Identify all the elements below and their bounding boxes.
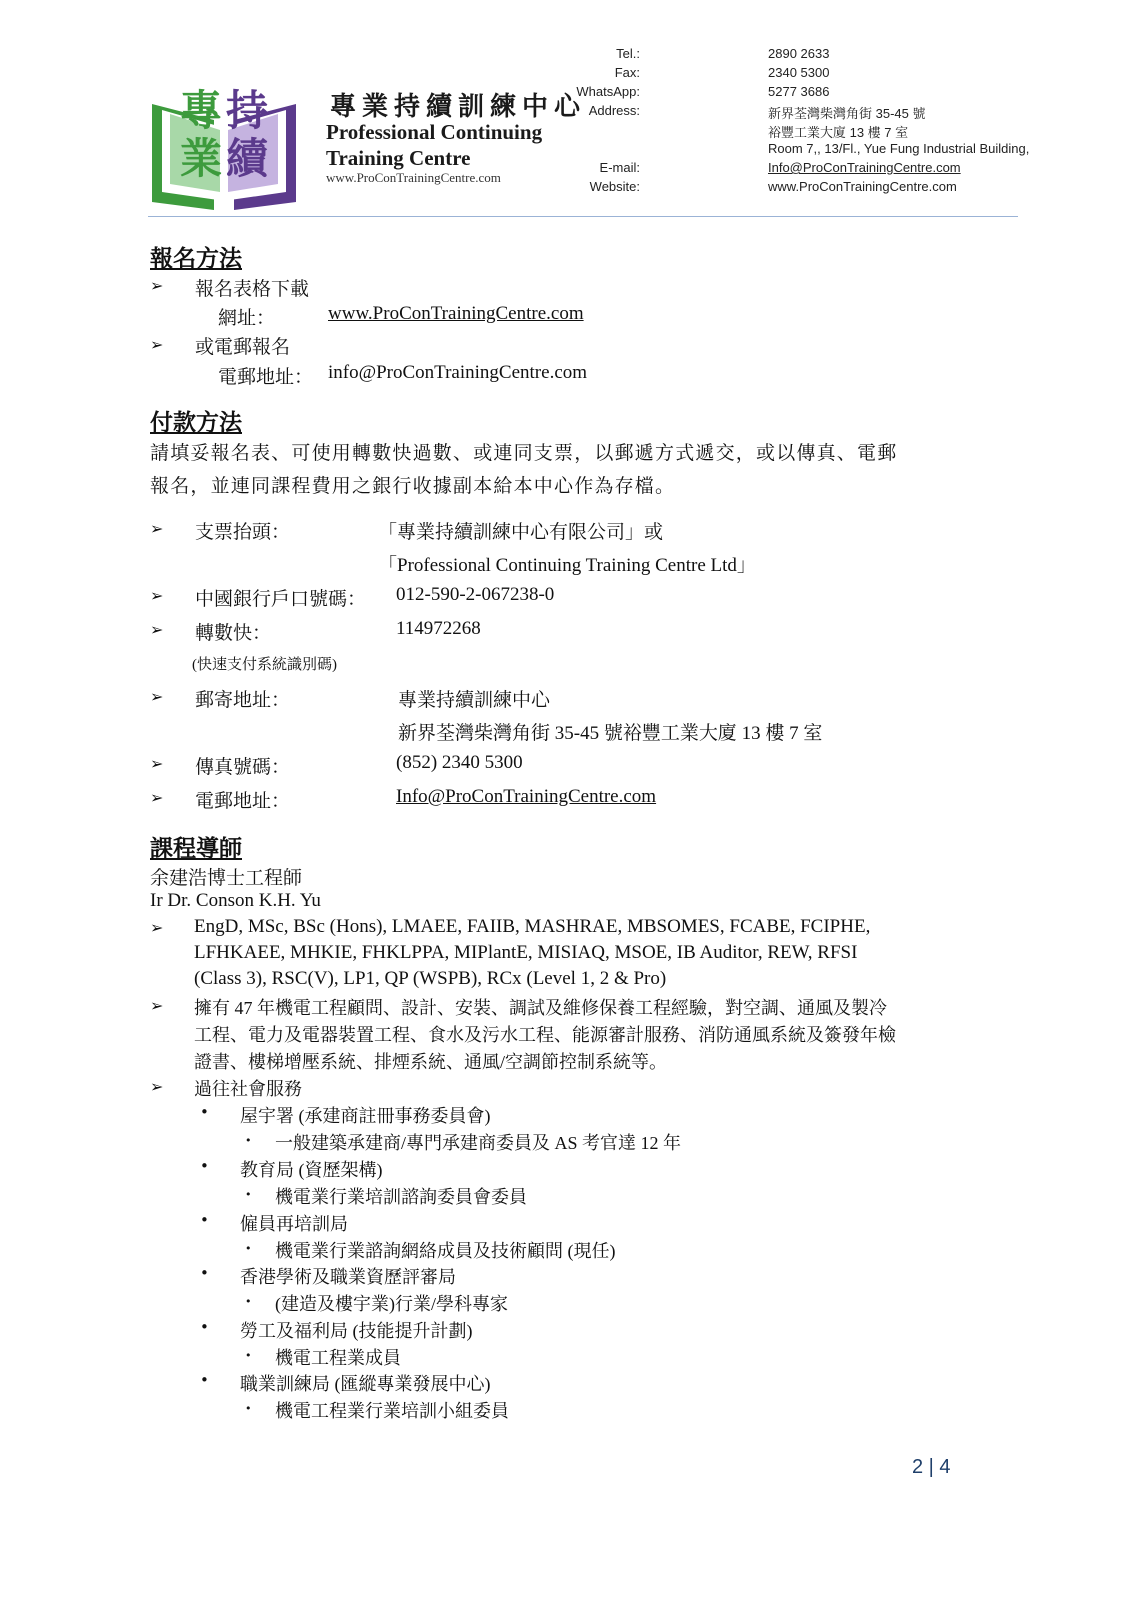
arrow-icon: ➢ [150, 687, 164, 706]
header-divider [148, 216, 1018, 217]
service-role: 機電業行業培訓諮詢委員會委員 [275, 1187, 527, 1207]
address-line1: 新界荃灣柴灣角街 35-45 號 [768, 106, 926, 121]
sub-bullet-icon: • [245, 1242, 252, 1255]
payment-email-link[interactable]: Info@ProConTrainingCentre.com [396, 786, 657, 807]
page-number: 2 | 4 [912, 1456, 951, 1478]
address-line3: Room 7,, 13/Fl., Yue Fung Industrial Building, [768, 141, 1030, 156]
registration-item-download: 報名表格下載 [195, 279, 310, 300]
arrow-icon: ➢ [150, 620, 164, 639]
address-label: Address: [588, 103, 640, 118]
website-label: 網址： [218, 308, 276, 329]
experience-line1: 擁有 47 年機電工程顧問、設計、安裝、調試及維修保養工程經驗，對空調、通風及製冷 [194, 998, 887, 1018]
email-label: E-mail: [599, 160, 640, 175]
sub-bullet-icon: • [245, 1295, 252, 1308]
service-org: 僱員再培訓局 [240, 1214, 348, 1234]
fps-number: 114972268 [396, 618, 481, 639]
sub-bullet-icon: • [245, 1349, 252, 1362]
bullet-icon: • [200, 1157, 209, 1175]
arrow-icon: ➢ [150, 586, 164, 605]
service-role: (建造及樓宇業)行業/學科專家 [275, 1294, 508, 1314]
whatsapp-label: WhatsApp: [576, 84, 640, 99]
experience-line2: 工程、電力及電器裝置工程、食水及污水工程、能源審計服務、消防通風系統及簽發年檢 [194, 1025, 896, 1045]
email-label: 電郵地址： [218, 367, 314, 388]
payment-email-label: 電郵地址： [195, 791, 291, 812]
contact-block [576, 46, 1030, 206]
fax-label: 傳真號碼： [195, 757, 291, 778]
arrow-icon: ➢ [150, 754, 164, 773]
mail-address-line1: 專業持續訓練中心 [398, 690, 551, 711]
sub-bullet-icon: • [245, 1134, 252, 1147]
arrow-icon: ➢ [150, 1077, 164, 1096]
arrow-icon: ➢ [150, 996, 164, 1015]
bullet-icon: • [200, 1264, 209, 1282]
logo-graphic [148, 74, 300, 212]
service-role: 機電業行業諮詢網絡成員及技術顧問 (現任) [275, 1241, 616, 1261]
boc-account-number: 012-590-2-067238-0 [396, 584, 555, 605]
mail-address-label: 郵寄地址： [195, 690, 291, 711]
payment-paragraph-line2: 報名，並連同課程費用之銀行收據副本給本中心作為存檔。 [150, 476, 676, 497]
registration-email-link[interactable]: info@ProConTrainingCentre.com [328, 362, 588, 383]
fax-number: (852) 2340 5300 [396, 752, 523, 773]
arrow-icon: ➢ [150, 276, 164, 295]
sub-bullet-icon: • [245, 1188, 252, 1201]
website-label: Website: [589, 179, 640, 194]
registration-heading: 報名方法 [150, 246, 242, 271]
qualifications-line1: EngD, MSc, BSc (Hons), LMAEE, FAIIB, MASHRAE, MBSOMES, FCABE, FCIPHE, [194, 916, 871, 937]
fax-value: 2340 5300 [768, 65, 830, 80]
org-name-en-line2: Training Centre [326, 146, 471, 170]
email-link[interactable]: Info@ProConTrainingCentre.com [768, 160, 961, 175]
arrow-icon: ➢ [150, 335, 164, 354]
service-org: 屋宇署 (承建商註冊事務委員會) [240, 1106, 491, 1126]
cheque-payee-en: 「Professional Continuing Training Centre Ltd」 [378, 555, 756, 576]
mail-address-line2: 新界荃灣柴灣角街 35-45 號裕豐工業大廈 13 樓 7 室 [398, 723, 823, 744]
bullet-icon: • [200, 1318, 209, 1336]
website-link[interactable]: www.ProConTrainingCentre.com [768, 179, 957, 194]
payment-heading: 付款方法 [150, 410, 242, 435]
instructor-name-zh: 余建浩博士工程師 [150, 868, 303, 889]
service-org: 香港學術及職業資歷評審局 [240, 1267, 456, 1287]
boc-account-label: 中國銀行戶口號碼： [195, 589, 367, 610]
sub-bullet-icon: • [245, 1402, 252, 1415]
arrow-icon: ➢ [150, 788, 164, 807]
service-org: 職業訓練局 (匯縱專業發展中心) [240, 1374, 491, 1394]
service-org: 教育局 (資歷架構) [240, 1160, 383, 1180]
bullet-icon: • [200, 1371, 209, 1389]
qualifications-line2: LFHKAEE, MHKIE, FHKLPPA, MIPlantE, MISIAQ, MSOE, IB Auditor, REW, RFSI [194, 942, 858, 963]
service-role: 一般建築承建商/專門承建商委員及 AS 考官達 12 年 [275, 1133, 682, 1153]
fps-note: (快速支付系統識別碼) [192, 657, 337, 673]
cheque-label: 支票抬頭： [195, 522, 291, 543]
registration-item-email: 或電郵報名 [195, 337, 291, 358]
qualifications-line3: (Class 3), RSC(V), LP1, QP (WSPB), RCx (Level 1, 2 & Pro) [194, 968, 667, 989]
logo-char: 業 [180, 137, 223, 183]
logo-char: 專 [180, 89, 223, 135]
arrow-icon: ➢ [150, 918, 164, 937]
arrow-icon: ➢ [150, 519, 164, 538]
service-org: 勞工及福利局 (技能提升計劃) [240, 1321, 473, 1341]
cheque-payee-zh: 「專業持續訓練中心有限公司」或 [378, 522, 664, 543]
logo-char: 持 [226, 89, 269, 135]
bullet-icon: • [200, 1211, 209, 1229]
address-line2: 裕豐工業大廈 13 樓 7 室 [768, 125, 909, 140]
service-role: 機電工程業成員 [275, 1348, 401, 1368]
whatsapp-value: 5277 3686 [768, 84, 830, 99]
org-name-en-line1: Professional Continuing [326, 120, 543, 144]
instructor-heading: 課程導師 [150, 836, 242, 861]
tel-value: 2890 2633 [768, 46, 830, 61]
service-role: 機電工程業行業培訓小組委員 [275, 1401, 509, 1421]
tel-label: Tel.: [616, 46, 640, 61]
instructor-name-en: Ir Dr. Conson K.H. Yu [150, 890, 321, 911]
registration-website-link[interactable]: www.ProConTrainingCentre.com [328, 303, 584, 324]
org-name-zh: 專業持續訓練中心 [330, 92, 587, 121]
logo-char: 續 [226, 137, 269, 183]
payment-paragraph-line1: 請填妥報名表、可使用轉數快過數、或連同支票，以郵遞方式遞交，或以傳真、電郵 [150, 443, 898, 464]
experience-line3: 證書、樓梯增壓系統、排煙系統、通風/空調節控制系統等。 [194, 1052, 667, 1072]
bullet-icon: • [200, 1103, 209, 1121]
fps-label: 轉數快： [195, 623, 272, 644]
logo [148, 74, 300, 212]
fax-label: Fax: [614, 65, 640, 80]
community-service-heading: 過往社會服務 [194, 1079, 302, 1099]
org-website: www.ProConTrainingCentre.com [326, 170, 501, 185]
